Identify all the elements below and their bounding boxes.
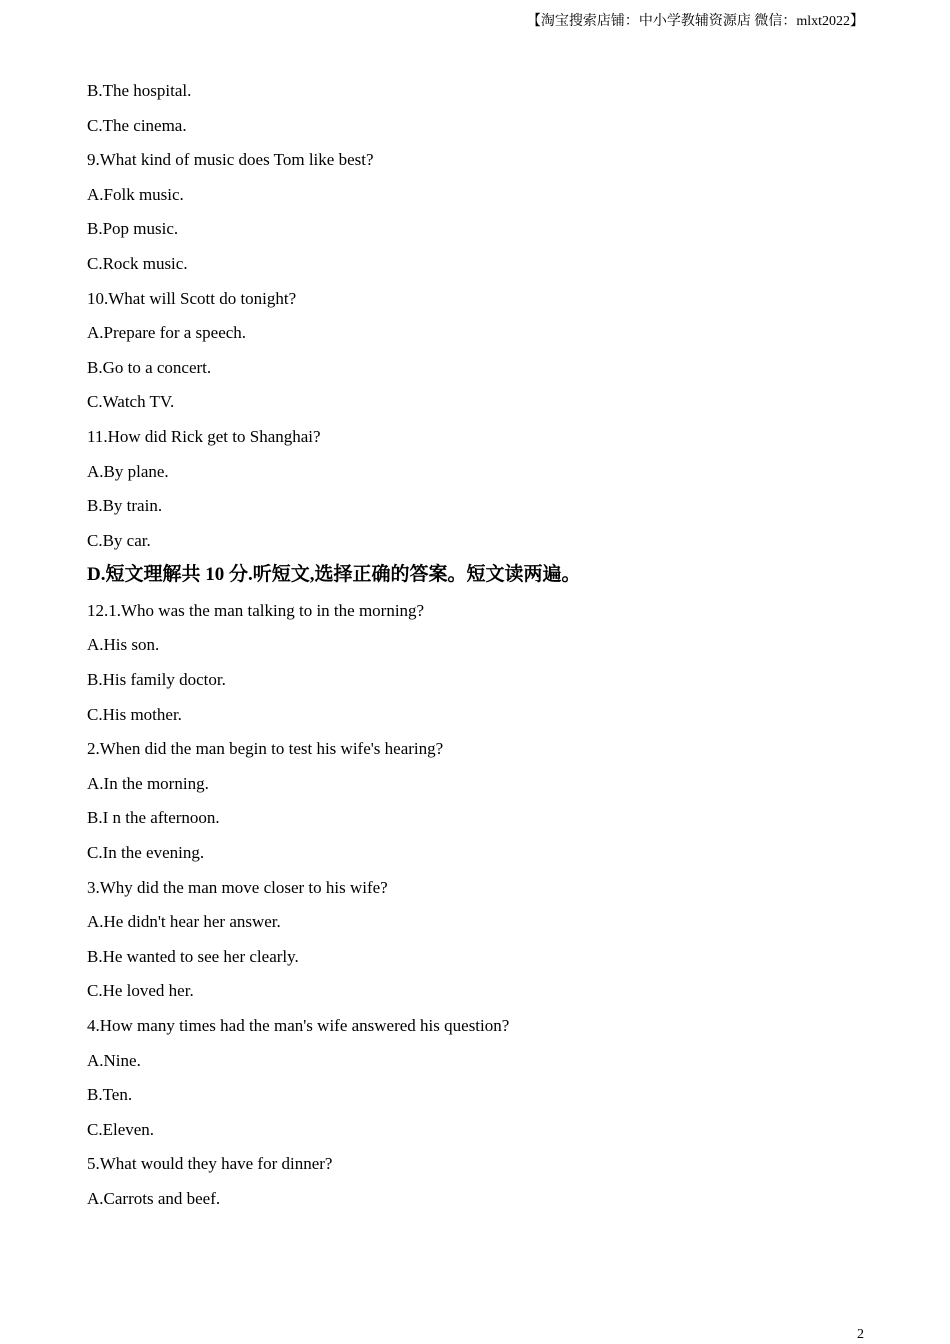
answer-option: C.In the evening. — [87, 842, 205, 862]
answer-option: C.By car. — [87, 530, 151, 550]
question-text: 9.What kind of music does Tom like best? — [87, 150, 374, 170]
document-body — [87, 78, 867, 1221]
answer-option: C.He loved her. — [87, 981, 194, 1001]
question-text: 4.How many times had the man's wife answered his question? — [87, 1015, 510, 1035]
question-text: 11.How did Rick get to Shanghai? — [87, 426, 321, 446]
answer-option: C.Rock music. — [87, 253, 188, 273]
question-text: 10.What will Scott do tonight? — [87, 288, 297, 308]
answer-option: A.Carrots and beef. — [87, 1188, 221, 1208]
question-text: 3.Why did the man move closer to his wife? — [87, 877, 388, 897]
answer-option: B.I n the afternoon. — [87, 808, 220, 828]
question-text: 2.When did the man begin to test his wife's hearing? — [87, 739, 444, 759]
answer-option: C.The cinema. — [87, 115, 187, 135]
page-number: 2 — [857, 1327, 864, 1342]
answer-option: A.Nine. — [87, 1050, 141, 1070]
question-text: 5.What would they have for dinner? — [87, 1154, 333, 1174]
answer-option: B.Pop music. — [87, 219, 179, 239]
section-heading: D.短文理解共 10 分.听短文,选择正确的答案。短文读两遍。 — [87, 564, 581, 586]
answer-option: B.His family doctor. — [87, 670, 226, 689]
answer-option: C.Eleven. — [87, 1119, 155, 1139]
page-header: 【淘宝搜索店铺：中小学教辅资源店 微信：mlxt2022】 — [526, 14, 864, 29]
answer-option: A.His son. — [87, 635, 160, 655]
question-text: 12.1.Who was the man talking to in the morning? — [87, 600, 425, 620]
answer-option: C.His mother. — [87, 704, 182, 724]
answer-option: A.Folk music. — [87, 184, 184, 204]
answer-option: B.Go to a concert. — [87, 357, 212, 377]
answer-option: A.In the morning. — [87, 773, 209, 793]
answer-option: B.He wanted to see her clearly. — [87, 946, 299, 966]
answer-option: B.Ten. — [87, 1085, 133, 1105]
answer-option: A.He didn't hear her answer. — [87, 912, 281, 932]
answer-option: B.By train. — [87, 496, 163, 516]
answer-option: A.By plane. — [87, 461, 169, 481]
answer-option: A.Prepare for a speech. — [87, 323, 247, 343]
answer-option: C.Watch TV. — [87, 392, 175, 412]
answer-option: B.The hospital. — [87, 81, 192, 100]
